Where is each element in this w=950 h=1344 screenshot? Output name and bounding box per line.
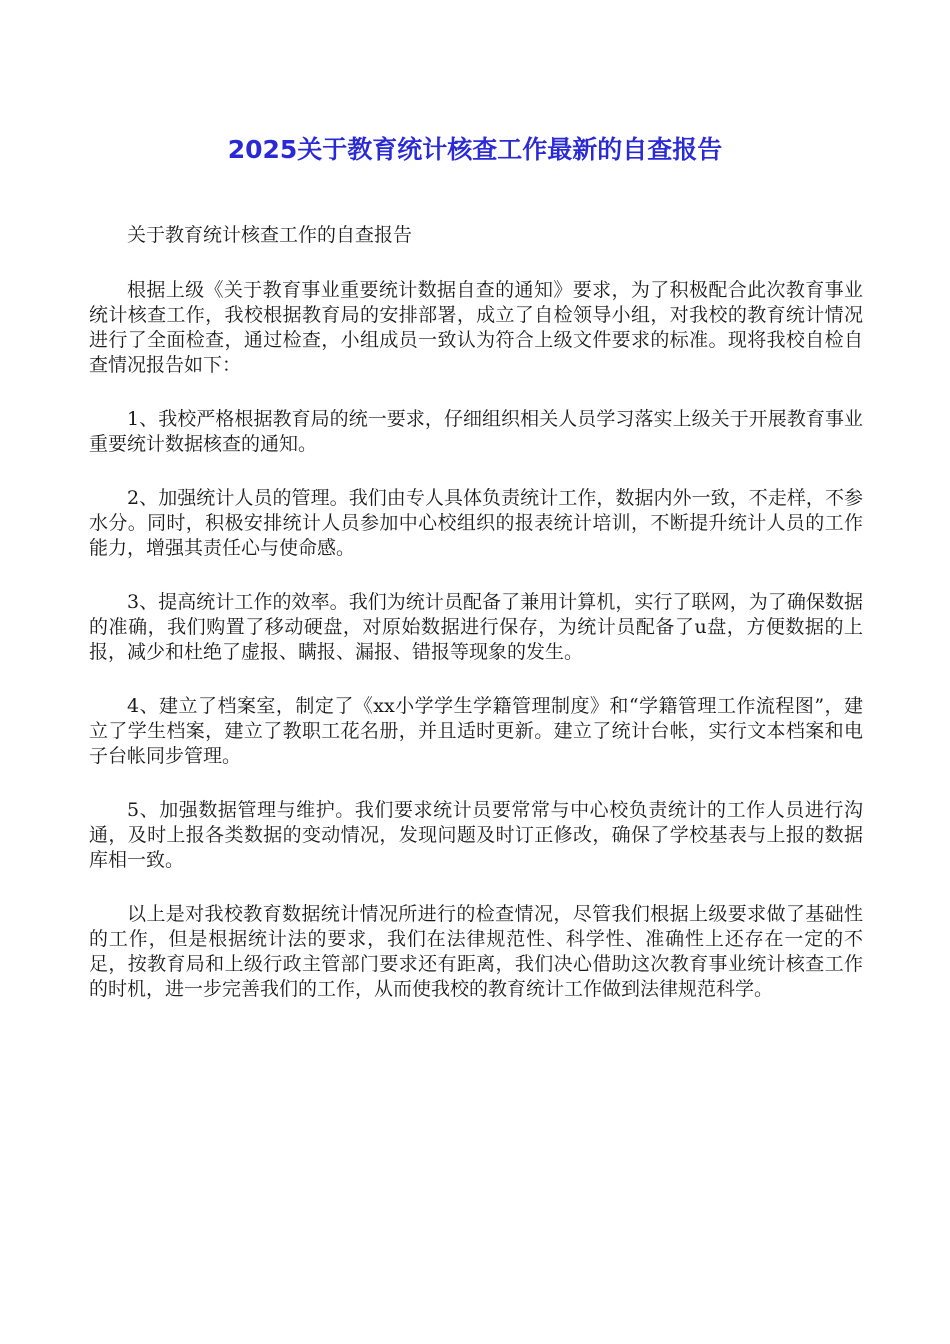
paragraph-intro: 根据上级《关于教育事业重要统计数据自查的通知》要求，为了积极配合此次教育事业统计核查工作，我校根据教育局的安排部署，成立了自检领导小组，对我校的教育统计情况进行了全面检查，通过检查，小组成员一致认为符合上级文件要求的标准。现将我校自检自查情况报告如下： (89, 279, 863, 376)
paragraph-item-2: 2、加强统计人员的管理。我们由专人具体负责统计工作，数据内外一致，不走样，不参水分。同时，积极安排统计人员参加中心校组织的报表统计培训，不断提升统计人员的工作能力，增强其责任心与使命感。 (89, 487, 863, 559)
report-subtitle: 关于教育统计核查工作的自查报告 (127, 224, 413, 246)
paragraph-item-3: 3、提高统计工作的效率。我们为统计员配备了兼用计算机，实行了联网，为了确保数据的准确，我们购置了移动硬盘，对原始数据进行保存，为统计员配备了u盘，方便数据的上报，减少和杜绝了虚报、瞒报、漏报、错报等现象的发生。 (89, 591, 863, 663)
document-body (89, 223, 863, 1031)
document-title: 2025关于教育统计核查工作最新的自查报告 (227, 135, 723, 164)
paragraph-item-4: 4、建立了档案室，制定了《xx小学学生学籍管理制度》和“学籍管理工作流程图”，建立了学生档案，建立了教职工花名册，并且适时更新。建立了统计台帐，实行文本档案和电子台帐同步管理。 (89, 695, 863, 767)
paragraph-item-1: 1、我校严格根据教育局的统一要求，仔细组织相关人员学习落实上级关于开展教育事业重要统计数据核查的通知。 (89, 408, 863, 455)
paragraph-conclusion: 以上是对我校教育数据统计情况所进行的检查情况，尽管我们根据上级要求做了基础性的工作，但是根据统计法的要求，我们在法律规范性、科学性、准确性上还存在一定的不足，按教育局和上级行政主管部门要求还有距离，我们决心借助这次教育事业统计核查工作的时机，进一步完善我们的工作，从而使我校的教育统计工作做到法律规范科学。 (89, 903, 863, 1000)
paragraph-item-5: 5、加强数据管理与维护。我们要求统计员要常常与中心校负责统计的工作人员进行沟通，及时上报各类数据的变动情况，发现问题及时订正修改，确保了学校基表与上报的数据库相一致。 (89, 799, 863, 871)
